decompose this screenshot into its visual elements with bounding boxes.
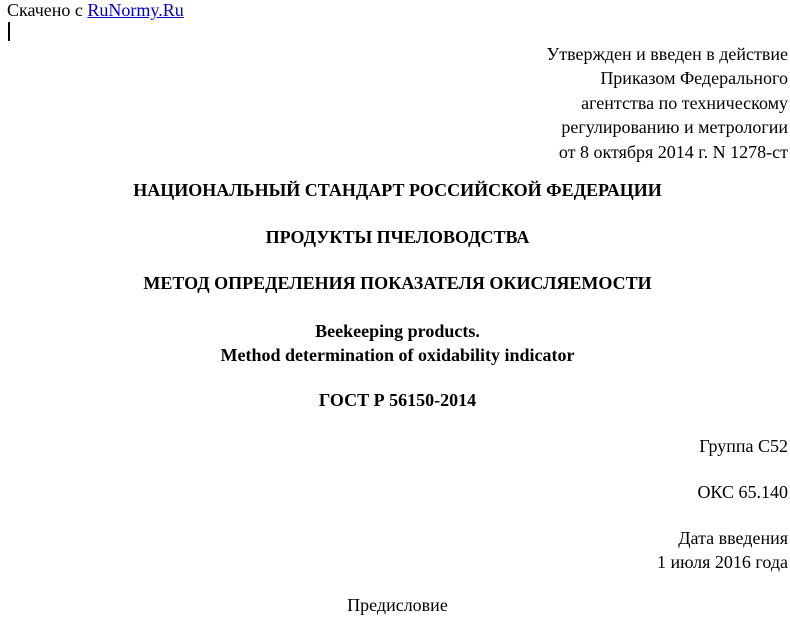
source-link[interactable]: RuNormy.Ru <box>87 0 184 20</box>
introduction-date <box>657 526 788 574</box>
source-prefix: Скачено с <box>7 0 83 20</box>
approval-line: от 8 октября 2014 г. N 1278-ст <box>558 141 788 162</box>
approval-line: Утвержден и введен в действие <box>546 44 788 64</box>
english-title <box>0 319 790 367</box>
approval-line: Приказом Федерального <box>600 68 788 89</box>
document-title: ПРОДУКТЫ ПЧЕЛОВОДСТВА <box>265 227 530 247</box>
gost-number: ГОСТ Р 56150-2014 <box>318 390 477 410</box>
national-standard-title: НАЦИОНАЛЬНЫЙ СТАНДАРТ РОССИЙСКОЙ ФЕДЕРАЦИИ <box>133 180 662 200</box>
introduction-date-label: Дата введения <box>678 528 788 548</box>
approval-block <box>468 42 788 164</box>
english-title-line2: Method determination of oxidability indicator <box>220 345 575 365</box>
introduction-date-value: 1 июля 2016 года <box>657 552 788 572</box>
oks-code: ОКС 65.140 <box>697 482 788 502</box>
text-cursor <box>8 22 10 41</box>
document-subtitle: МЕТОД ОПРЕДЕЛЕНИЯ ПОКАЗАТЕЛЯ ОКИСЛЯЕМОСТИ <box>143 273 652 293</box>
group-code: Группа С52 <box>699 436 788 456</box>
source-line <box>7 0 184 20</box>
approval-line: регулированию и метрологии <box>561 117 788 138</box>
approval-line: агентства по техническому <box>581 92 788 113</box>
english-title-line1: Beekeeping products. <box>315 321 480 341</box>
preface-heading: Предисловие <box>347 595 448 615</box>
